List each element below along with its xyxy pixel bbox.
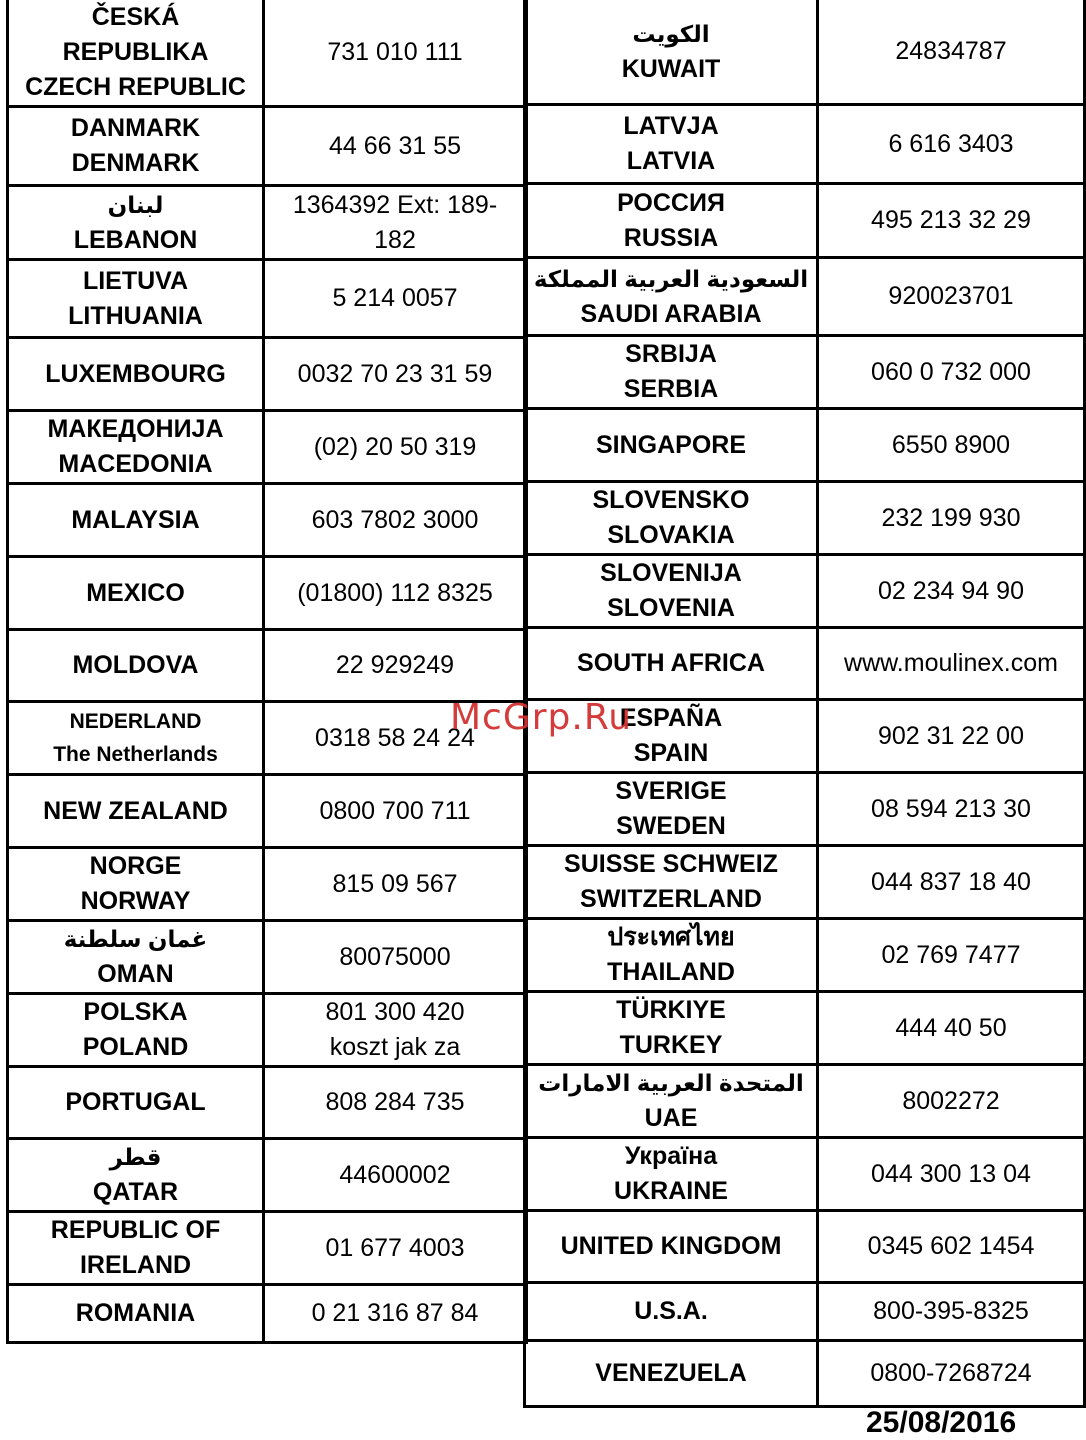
phone-number: 44600002: [339, 1160, 451, 1189]
country-name: SLOVAKIA: [607, 521, 735, 549]
country-cell: [8, 338, 264, 411]
table-row: [525, 1283, 1085, 1341]
country-cell: [525, 1138, 818, 1211]
table-row: [525, 1211, 1085, 1283]
table-row: [525, 1065, 1085, 1138]
country-name: ประเทศไทย: [607, 923, 735, 951]
phone-cell: [818, 773, 1085, 846]
phone-number: (01800) 112 8325: [297, 578, 493, 607]
table-row: [8, 411, 527, 484]
phone-cell: [264, 848, 527, 921]
country-name: KUWAIT: [621, 54, 721, 83]
country-name: REPUBLIC OF: [50, 1216, 221, 1244]
country-name: SOUTH AFRICA: [577, 649, 765, 677]
country-cell: [525, 1211, 818, 1283]
phone-number: 902 31 22 00: [878, 721, 1024, 750]
country-cell: [8, 1212, 264, 1285]
country-name: POLAND: [82, 1033, 189, 1061]
country-cell: [8, 484, 264, 557]
country-name: ČESKÁ: [91, 3, 180, 31]
country-name: SVERIGE: [615, 777, 727, 805]
phone-number: 232 199 930: [881, 503, 1021, 532]
country-name: REPUBLIKA: [62, 38, 209, 66]
country-name: SWEDEN: [616, 812, 726, 840]
table-row: [8, 848, 527, 921]
table-row: [525, 773, 1085, 846]
country-name: SAUDI ARABIA: [580, 299, 762, 328]
phone-number: 0 21 316 87 84: [311, 1299, 479, 1327]
country-name: MACEDONIA: [58, 450, 213, 478]
country-name: UKRAINE: [614, 1177, 728, 1205]
country-name: SUISSE SCHWEIZ: [564, 850, 778, 878]
country-name: CZECH REPUBLIC: [25, 73, 246, 101]
phone-number: 5 214 0057: [332, 284, 458, 312]
table-row: [8, 484, 527, 557]
country-name: ESPAÑA: [619, 704, 723, 732]
left-table-body: [8, 0, 527, 1343]
table-row: [525, 1341, 1085, 1407]
phone-number: 044 837 18 40: [871, 867, 1031, 896]
country-cell: [525, 773, 818, 846]
phone-number: (02) 20 50 319: [313, 432, 477, 461]
phone-cell: [264, 557, 527, 630]
phone-number: 02 769 7477: [881, 940, 1021, 969]
country-name: UAE: [644, 1104, 698, 1132]
phone-number: 060 0 732 000: [871, 357, 1031, 386]
phone-number: 44 66 31 55: [328, 131, 462, 160]
table-row: [525, 409, 1085, 482]
phone-number: 1364392 Ext: 189-: [292, 190, 498, 219]
country-name: LATVIA: [626, 147, 716, 175]
phone-number: 8002272: [902, 1086, 1000, 1115]
country-name: TURKEY: [619, 1031, 723, 1059]
phone-number: 815 09 567: [332, 869, 458, 898]
country-name: الكويت: [632, 20, 710, 47]
phone-number: 22 929249: [335, 651, 455, 679]
table-row: [525, 258, 1085, 336]
country-name: SERBIA: [623, 375, 719, 403]
country-name: لبنان: [107, 191, 164, 218]
country-name: SINGAPORE: [595, 430, 747, 459]
country-cell: [8, 1067, 264, 1139]
table-row: [8, 1139, 527, 1212]
country-name: المتحدة العربية الامارات: [538, 1070, 804, 1096]
country-cell: [525, 846, 818, 919]
country-name: MALAYSIA: [71, 505, 200, 534]
table-row: [525, 184, 1085, 258]
country-cell: [525, 336, 818, 409]
country-name: SWITZERLAND: [580, 885, 762, 913]
country-name: The Netherlands: [53, 743, 218, 766]
country-name: غمان سلطنة: [63, 926, 208, 952]
phone-cell: [264, 484, 527, 557]
country-name: قطر: [109, 1144, 162, 1170]
country-cell: [525, 409, 818, 482]
phone-number: 801 300 420: [325, 998, 465, 1026]
country-cell: [525, 0, 818, 105]
country-name: POLSKA: [83, 998, 188, 1026]
country-name: SLOVENIA: [607, 594, 735, 622]
phone-number: koszt jak za: [329, 1033, 461, 1061]
country-name: NORGE: [89, 852, 182, 880]
country-name: SPAIN: [633, 739, 709, 767]
phone-number: 6 616 3403: [888, 129, 1014, 158]
country-name: QATAR: [92, 1178, 179, 1206]
phone-cell: [818, 992, 1085, 1065]
country-cell: [8, 921, 264, 994]
phone-cell: [264, 0, 527, 107]
table-row: [8, 1212, 527, 1285]
country-name: IRELAND: [79, 1251, 192, 1279]
country-cell: [525, 1065, 818, 1138]
phone-cell: [264, 411, 527, 484]
phone-number: 02 234 94 90: [878, 576, 1024, 605]
table-row: [8, 0, 527, 107]
country-cell: [8, 1139, 264, 1212]
country-name: SLOVENSKO: [592, 486, 750, 514]
phone-cell: [818, 700, 1085, 773]
country-name: OMAN: [97, 960, 174, 988]
table-row: [525, 482, 1085, 555]
table-row: [8, 186, 527, 260]
country-cell: [8, 557, 264, 630]
phone-cell: [818, 1341, 1085, 1407]
country-name: U.S.A.: [634, 1297, 708, 1325]
table-row: [8, 775, 527, 848]
country-name: LUXEMBOURG: [45, 359, 226, 388]
table-row: [525, 0, 1085, 105]
table-row: [8, 107, 527, 186]
country-cell: [8, 260, 264, 338]
phone-number: 920023701: [888, 282, 1014, 310]
table-row: [525, 846, 1085, 919]
country-cell: [525, 628, 818, 700]
country-name: MOLDOVA: [72, 651, 199, 679]
phone-cell: [818, 628, 1085, 700]
phone-cell: [818, 258, 1085, 336]
phone-number: 495 213 32 29: [871, 206, 1031, 234]
country-name: THAILAND: [607, 958, 735, 986]
phone-number: 0800-7268724: [870, 1359, 1032, 1387]
country-cell: [8, 702, 264, 775]
phone-number: 08 594 213 30: [871, 794, 1031, 823]
phone-cell: [818, 1283, 1085, 1341]
phone-number: 80075000: [339, 942, 451, 971]
phone-cell: [818, 1138, 1085, 1211]
phone-cell: [264, 775, 527, 848]
phone-cell: [264, 1285, 527, 1343]
phone-cell: [818, 336, 1085, 409]
phone-number: 24834787: [895, 37, 1007, 65]
country-name: МАКЕДОНИЈА: [47, 415, 224, 443]
phone-number: 731 010 111: [327, 38, 463, 66]
phone-cell: [818, 1211, 1085, 1283]
phone-number: 603 7802 3000: [311, 505, 479, 534]
country-cell: [525, 555, 818, 628]
country-name: NEDERLAND: [69, 710, 202, 733]
country-name: NORWAY: [80, 887, 191, 915]
country-cell: [8, 1285, 264, 1343]
phone-cell: [818, 0, 1085, 105]
phone-number: 800-395-8325: [873, 1297, 1029, 1325]
table-row: [8, 1285, 527, 1343]
country-name: DANMARK: [70, 114, 201, 142]
table-row: [525, 1138, 1085, 1211]
country-cell: [8, 107, 264, 186]
country-name: MEXICO: [86, 578, 185, 607]
phone-number: 444 40 50: [895, 1013, 1007, 1042]
table-row: [8, 702, 527, 775]
phone-number: 182: [374, 225, 416, 254]
table-row: [525, 555, 1085, 628]
phone-cell: [264, 1212, 527, 1285]
country-name: LEBANON: [73, 225, 198, 254]
phone-cell: [264, 107, 527, 186]
table-row: [8, 557, 527, 630]
watermark: McGrp.Ru: [450, 697, 633, 738]
phone-cell: [818, 846, 1085, 919]
country-name: Україна: [624, 1142, 718, 1170]
phone-cell: [264, 921, 527, 994]
country-name: SLOVENIJA: [600, 559, 742, 587]
left-contact-table: [6, 0, 528, 1344]
phone-number: 0032 70 23 31 59: [297, 359, 493, 388]
country-name: LITHUANIA: [68, 301, 203, 330]
table-row: [8, 338, 527, 411]
phone-cell: [264, 186, 527, 260]
table-row: [525, 919, 1085, 992]
phone-number: www.moulinex.com: [844, 649, 1058, 677]
phone-cell: [818, 1065, 1085, 1138]
phone-cell: [818, 919, 1085, 992]
country-name: TÜRKIYE: [616, 996, 726, 1024]
table-row: [525, 336, 1085, 409]
phone-cell: [264, 1139, 527, 1212]
country-cell: [525, 184, 818, 258]
phone-cell: [264, 994, 527, 1067]
phone-number: 044 300 13 04: [871, 1159, 1031, 1188]
phone-cell: [264, 260, 527, 338]
phone-cell: [264, 630, 527, 702]
country-cell: [8, 630, 264, 702]
country-cell: [8, 186, 264, 260]
document-date: 25/08/2016: [866, 1406, 1017, 1439]
table-row: [8, 921, 527, 994]
country-cell: [525, 1283, 818, 1341]
table-row: [8, 630, 527, 702]
phone-number: 01 677 4003: [325, 1233, 465, 1262]
country-cell: [8, 0, 264, 107]
table-row: [525, 992, 1085, 1065]
phone-cell: [818, 409, 1085, 482]
country-name: LIETUVA: [82, 266, 189, 295]
phone-number: 6550 8900: [891, 430, 1011, 459]
country-cell: [8, 411, 264, 484]
country-name: PORTUGAL: [65, 1088, 206, 1116]
country-name: ROMANIA: [75, 1299, 196, 1327]
country-name: VENEZUELA: [595, 1359, 747, 1387]
country-cell: [525, 105, 818, 184]
country-name: DENMARK: [71, 149, 200, 177]
country-name: UNITED KINGDOM: [560, 1232, 782, 1260]
phone-number: 0345 602 1454: [867, 1232, 1035, 1260]
phone-number: 0800 700 711: [319, 796, 471, 825]
phone-cell: [818, 105, 1085, 184]
phone-number: 808 284 735: [325, 1088, 465, 1116]
table-row: [8, 994, 527, 1067]
phone-cell: [264, 1067, 527, 1139]
phone-cell: [264, 338, 527, 411]
country-cell: [525, 258, 818, 336]
table-row: [525, 628, 1085, 700]
country-cell: [8, 848, 264, 921]
table-row: [8, 1067, 527, 1139]
phone-cell: [818, 482, 1085, 555]
table-row: [525, 105, 1085, 184]
country-cell: [525, 482, 818, 555]
table-row: [8, 260, 527, 338]
country-name: RUSSIA: [623, 223, 719, 252]
country-name: SRBIJA: [625, 340, 717, 368]
phone-cell: [818, 555, 1085, 628]
phone-cell: [818, 184, 1085, 258]
country-name: السعودية العربية المملكة: [533, 265, 809, 292]
country-cell: [525, 1341, 818, 1407]
country-name: LATVJA: [623, 112, 719, 140]
country-name: NEW ZEALAND: [43, 796, 228, 825]
country-cell: [8, 775, 264, 848]
country-name: РОССИЯ: [617, 188, 725, 217]
country-cell: [525, 992, 818, 1065]
country-cell: [525, 919, 818, 992]
country-cell: [8, 994, 264, 1067]
phone-number: 0318 58 24 24: [315, 723, 475, 752]
